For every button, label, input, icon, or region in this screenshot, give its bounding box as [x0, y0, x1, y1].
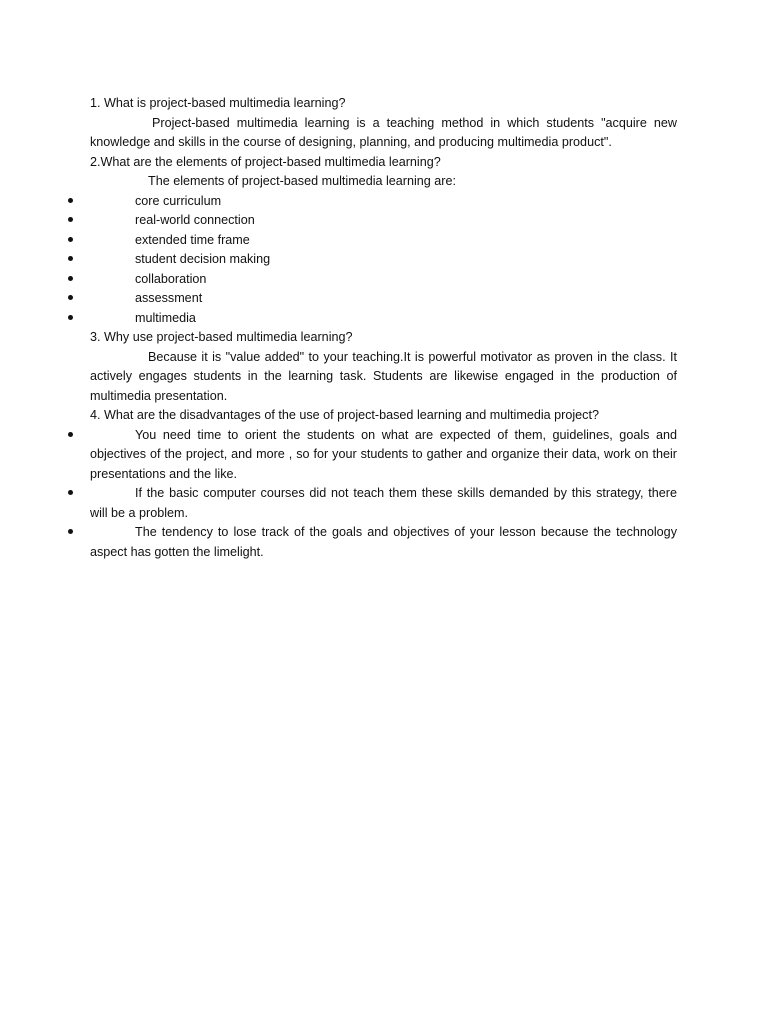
bullet-icon — [68, 426, 76, 446]
question-3: 3. Why use project-based multimedia learning? — [90, 330, 353, 344]
list-item — [90, 211, 677, 231]
list-item-text: collaboration — [135, 271, 207, 286]
list-item — [90, 309, 677, 329]
bullet-icon — [68, 289, 76, 309]
list-item-text: The tendency to lose track of the goals and objectives of your lesson because the technology aspect has gotten the limelight. — [90, 525, 677, 559]
list-item-text: core curriculum — [135, 193, 222, 208]
list-item — [90, 426, 677, 485]
bullet-icon — [68, 270, 76, 290]
question-4: 4. What are the disadvantages of the use of project-based learning and multimedia project? — [90, 408, 599, 422]
answer-1: Project-based multimedia learning is a teaching method in which students "acquire new knowledge and skills in the course of designing, planning, and producing multimedia product". — [90, 115, 677, 149]
elements-list — [90, 192, 677, 329]
list-item — [90, 523, 677, 562]
list-item — [90, 270, 677, 290]
bullet-icon — [68, 192, 76, 212]
list-item — [90, 250, 677, 270]
list-item — [90, 192, 677, 212]
list-item — [90, 484, 677, 523]
bullet-icon — [68, 484, 76, 504]
bullet-icon — [68, 309, 76, 329]
bullet-icon — [68, 523, 76, 543]
question-1: 1. What is project-based multimedia learning? — [90, 96, 346, 110]
list-item-text: If the basic computer courses did not teach them these skills demanded by this strategy, there will be a problem. — [90, 486, 677, 520]
disadvantages-list — [90, 426, 677, 563]
list-item-text: real-world connection — [135, 213, 255, 227]
list-item-text: assessment — [135, 291, 203, 305]
list-item-text: extended time frame — [135, 232, 250, 247]
list-item — [90, 231, 677, 251]
list-item — [90, 289, 677, 309]
question-2: 2.What are the elements of project-based multimedia learning? — [90, 154, 441, 169]
bullet-icon — [68, 211, 76, 231]
document-body — [90, 94, 677, 562]
list-item-text: You need time to orient the students on what are expected of them, guidelines, goals and objectives of the project, and more , so for your students to gather and organize their data, work on their presentations and the like. — [90, 427, 677, 481]
list-item-text: student decision making — [135, 252, 271, 266]
list-item-text: multimedia — [135, 310, 196, 325]
answer-2-intro: The elements of project-based multimedia learning are: — [148, 174, 457, 188]
bullet-icon — [68, 231, 76, 251]
answer-3: Because it is "value added" to your teaching.It is powerful motivator as proven in the class. It actively engages students in the learning task. Students are likewise engaged in the production of multimedia presentation. — [90, 349, 677, 403]
bullet-icon — [68, 250, 76, 270]
